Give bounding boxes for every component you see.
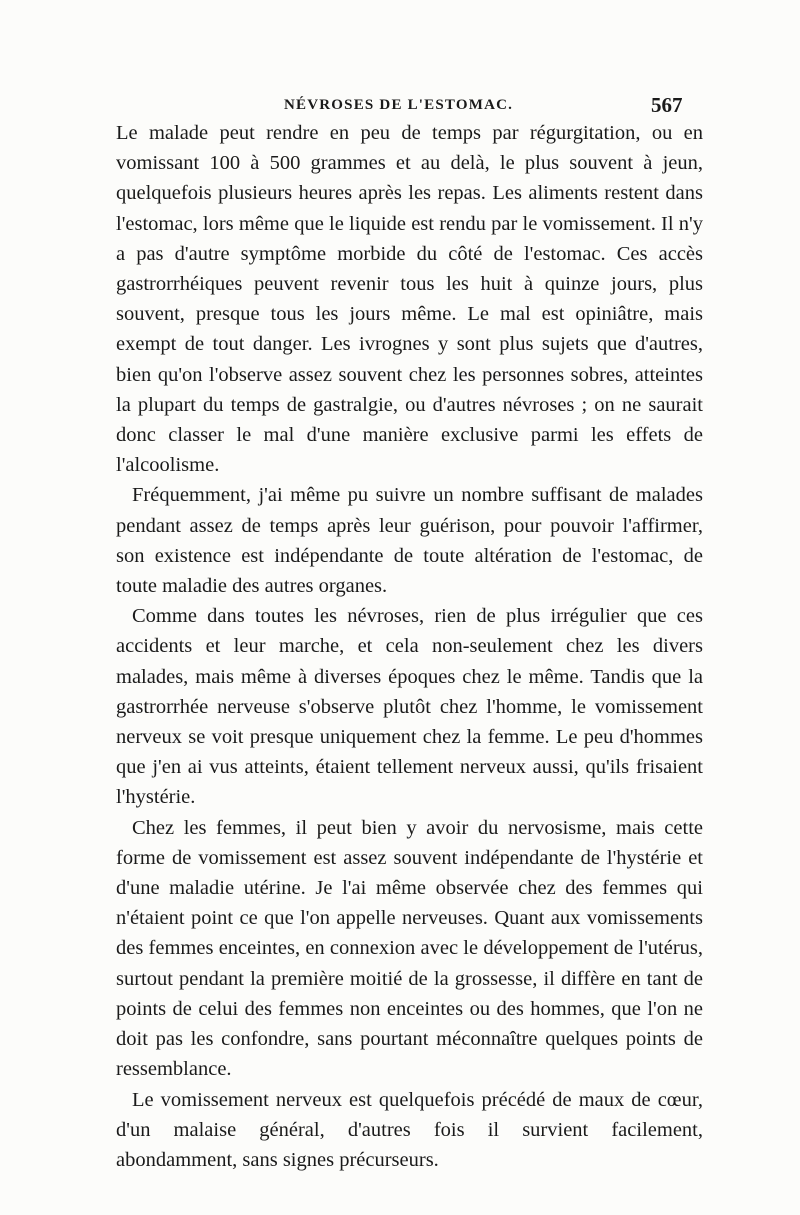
paragraph-3: Comme dans toutes les névroses, rien de plus irrégulier que ces accidents et leur marche, et cela non-seulement chez les divers malades, mais même à diverses époques chez le même. Tandis que la gastrorrhée nerveuse s'observe plutôt chez l'homme, le vomissement nerveux se voit presque uniquement chez la femme. Le peu d'hommes que j'en ai vus atteints, étaient tellement nerveux aussi, qu'ils frisaient l'hystérie. (116, 605, 703, 809)
paragraph-2: Fréquemment, j'ai même pu suivre un nombre suffisant de malades pendant assez de temps après leur guérison, pour pouvoir l'affirmer, son existence est indépendante de toute altération de l'estomac, de toute maladie des autres organes. (116, 484, 703, 598)
paragraph-4: Chez les femmes, il peut bien y avoir du nervosisme, mais cette forme de vomissement est assez souvent indépendante de l'hystérie et d'une maladie utérine. Je l'ai même observée chez des femmes qui n'étaient point ce que l'on appelle nerveuses. Quant aux vomissements des femmes enceintes, en connexion avec le développement de l'utérus, surtout pendant la première moitié de la grossesse, il diffère en tant de points de celui des femmes non enceintes ou des hommes, que l'on ne doit pas les confondre, sans pourtant méconnaître quelques points de ressemblance. (116, 816, 703, 1081)
paragraph-1: Le malade peut rendre en peu de temps par régurgitation, ou en vomissant 100 à 500 grammes et au delà, le plus souvent à jeun, quelquefois plusieurs heures après les repas. Les aliments restent dans l'estomac, lors même que le liquide est rendu par le vomissement. Il n'y a pas d'autre symptôme morbide du côté de l'estomac. Ces accès gastrorrhéiques peuvent revenir tous les huit à quinze jours, plus souvent, presque tous les jours même. Le mal est opiniâtre, mais exempt de tout danger. Les ivrognes y sont plus sujets que d'autres, bien qu'on l'observe assez souvent chez les personnes sobres, atteintes la plupart du temps de gastralgie, ou d'autres névroses ; on ne saurait donc classer le mal d'une manière exclusive parmi les effets de l'alcoolisme. (116, 122, 703, 477)
running-title: NÉVROSES DE L'ESTOMAC. (284, 97, 514, 113)
paragraph-5: Le vomissement nerveux est quelquefois précédé de maux de cœur, d'un malaise général, d'autres fois il survient facilement, abondamment, sans signes précurseurs. (116, 1088, 703, 1171)
page-number: 567 (651, 93, 683, 117)
body-text (116, 118, 703, 1175)
